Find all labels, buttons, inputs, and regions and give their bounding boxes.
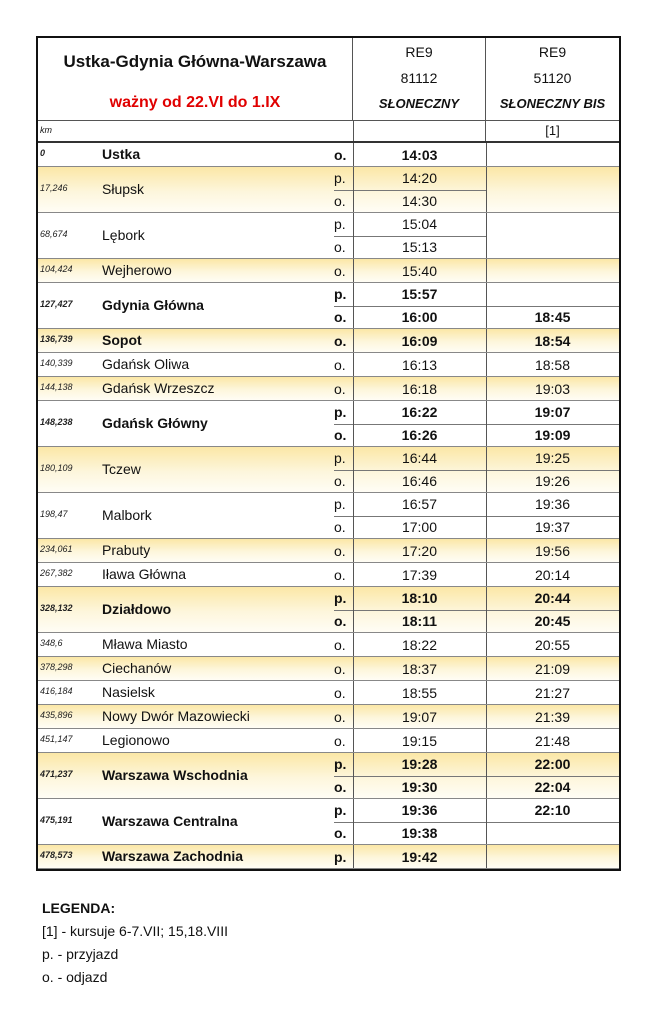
station-km: 198,47 [40, 508, 68, 519]
station-km: 127,427 [40, 298, 73, 309]
station-km: 451,147 [40, 733, 73, 744]
train-1-time: 19:42 [401, 848, 438, 865]
time-row [38, 213, 619, 235]
station-name: Ciechanów [102, 659, 172, 676]
station-row [38, 283, 619, 329]
legend-item: o. - odjazd [42, 969, 108, 985]
station-name: Lębork [102, 226, 145, 243]
station-km: 148,238 [40, 416, 73, 427]
train-2-time: 22:04 [534, 778, 571, 795]
arrival-departure-marker: o. [334, 732, 346, 749]
arrival-departure-marker: o. [334, 192, 346, 209]
train-1-time: 18:11 [401, 612, 438, 629]
time-row [38, 330, 619, 352]
train-1-time: 18:37 [401, 660, 438, 677]
train-1-time: 15:57 [401, 286, 438, 303]
train-2-time: 19:09 [534, 426, 571, 443]
arrival-departure-marker: o. [334, 426, 347, 443]
time-row [38, 776, 619, 798]
train-2-time: 20:45 [534, 612, 571, 629]
train-2-time: 20:55 [534, 636, 571, 653]
arrival-departure-marker: o. [334, 380, 346, 397]
station-km: 136,739 [40, 333, 73, 344]
station-row [38, 681, 619, 705]
train-1-time: 16:44 [401, 450, 438, 467]
column-divider [353, 377, 354, 400]
station-name: Ustka [102, 145, 141, 162]
validity-period: ważny od 22.VI do 1.IX [109, 94, 281, 111]
column-divider [486, 259, 487, 282]
station-name: Nowy Dwór Mazowiecki [102, 707, 250, 724]
train-1-time: 18:22 [401, 636, 438, 653]
column-divider [353, 753, 354, 798]
station-name: Działdowo [102, 600, 172, 617]
train-2-time: 19:36 [534, 496, 571, 513]
arrival-departure-marker: o. [334, 332, 347, 349]
station-row [38, 729, 619, 753]
train-1-time: 16:09 [401, 332, 438, 349]
train-category: RE9 [538, 44, 567, 60]
column-divider [486, 493, 487, 538]
train-2-time: 19:25 [534, 450, 571, 467]
train-2-time: 21:48 [534, 732, 571, 749]
station-km: 68,674 [40, 228, 68, 239]
train-1-time: 15:13 [401, 238, 438, 255]
station-km: 104,424 [40, 263, 73, 274]
station-km: 144,138 [40, 381, 73, 392]
arrival-departure-marker: o. [334, 238, 346, 255]
station-name: Tczew [102, 460, 141, 477]
train-header-2 [486, 38, 619, 120]
station-row [38, 377, 619, 401]
arrival-departure-marker: p. [334, 170, 346, 187]
column-divider [353, 213, 354, 258]
train-2-time: 20:44 [534, 590, 571, 607]
train-1-time: 19:28 [401, 756, 438, 773]
timetable-body [38, 143, 619, 869]
column-divider [353, 353, 354, 376]
train-2-time: 19:07 [534, 404, 571, 421]
train-1-time: 17:20 [401, 542, 438, 559]
column-divider [353, 729, 354, 752]
train-1-time: 14:20 [401, 170, 438, 187]
station-row [38, 167, 619, 213]
station-row [38, 657, 619, 681]
train-2-time: 19:56 [534, 542, 571, 559]
station-row [38, 493, 619, 539]
station-km: 267,382 [40, 567, 73, 578]
column-divider [353, 401, 354, 446]
train-1-time: 16:57 [401, 496, 438, 513]
train-1-time: 15:04 [401, 216, 438, 233]
station-row [38, 753, 619, 799]
train-number: 51120 [533, 70, 572, 86]
time-row [38, 564, 619, 586]
train-header-1 [353, 38, 486, 120]
train-1-time: 16:18 [401, 380, 438, 397]
time-row [38, 470, 619, 492]
station-km: 0 [40, 147, 46, 158]
arrival-departure-marker: o. [334, 708, 346, 725]
train-1-time: 19:38 [401, 824, 438, 841]
train-1-time: 16:22 [401, 404, 438, 421]
train-1-time: 16:13 [401, 356, 438, 373]
time-row [38, 822, 619, 844]
column-divider [486, 753, 487, 798]
train-2-time: 18:45 [534, 308, 571, 325]
station-row [38, 845, 619, 869]
station-name: Prabuty [102, 541, 151, 558]
train-1-time: 15:40 [401, 262, 438, 279]
time-row [38, 283, 619, 305]
column-divider [486, 657, 487, 680]
time-row [38, 799, 619, 821]
train-1-time: 18:10 [401, 590, 438, 607]
column-divider [486, 401, 487, 446]
time-row [38, 236, 619, 258]
station-name: Gdynia Główna [102, 296, 204, 313]
train-2-time: 21:39 [534, 708, 571, 725]
legend-title: LEGENDA: [42, 900, 116, 916]
time-row [38, 167, 619, 189]
column-divider [486, 329, 487, 352]
column-divider [353, 845, 354, 868]
train-number: 81112 [400, 70, 438, 86]
arrival-departure-marker: p. [334, 496, 346, 513]
train-1-time: 19:07 [401, 708, 438, 725]
time-row [38, 540, 619, 562]
time-row [38, 493, 619, 515]
train-1-time: 19:36 [401, 802, 438, 819]
train-2-time: 21:09 [534, 660, 571, 677]
time-row [38, 401, 619, 423]
train-2-time: 18:54 [534, 332, 571, 349]
legend-item: [1] - kursuje 6-7.VII; 15,18.VIII [42, 923, 228, 939]
arrival-departure-marker: o. [334, 356, 346, 373]
legend [42, 897, 228, 989]
train-name: SŁONECZNY BIS [499, 96, 606, 111]
column-divider [353, 799, 354, 844]
column-divider [353, 259, 354, 282]
timetable-header [38, 38, 619, 121]
train-2-time: 19:03 [534, 380, 571, 397]
column-divider [486, 167, 487, 212]
train-2-time: 19:37 [534, 518, 571, 535]
station-km: 435,896 [40, 709, 73, 720]
station-name: Malbork [102, 506, 152, 523]
arrival-departure-marker: o. [334, 824, 347, 841]
station-km: 378,298 [40, 661, 73, 672]
column-divider [486, 377, 487, 400]
arrival-departure-marker: o. [334, 308, 347, 325]
station-km: 348,6 [40, 637, 63, 648]
time-row [38, 587, 619, 609]
time-row [38, 610, 619, 632]
column-divider [353, 283, 354, 328]
train-2-time: 20:14 [534, 566, 571, 583]
route-header [38, 38, 353, 120]
column-divider [353, 329, 354, 352]
column-divider [353, 657, 354, 680]
column-divider [486, 283, 487, 328]
arrival-departure-marker: p. [334, 286, 347, 303]
column-divider [486, 705, 487, 728]
station-name: Warszawa Zachodnia [102, 847, 244, 864]
station-row [38, 587, 619, 633]
sub-header [38, 121, 619, 143]
time-row [38, 753, 619, 775]
train-1-time: 14:03 [401, 146, 438, 163]
station-row [38, 401, 619, 447]
time-row [38, 682, 619, 704]
train-2-time: 18:58 [534, 356, 571, 373]
column-divider [353, 681, 354, 704]
station-km: 180,109 [40, 462, 73, 473]
train-2-time: 22:10 [534, 802, 571, 819]
train-2-time: 21:27 [534, 684, 571, 701]
column-divider [353, 633, 354, 656]
arrival-departure-marker: p. [334, 756, 347, 773]
station-name: Słupsk [102, 180, 145, 197]
arrival-departure-marker: o. [334, 612, 347, 629]
station-name: Sopot [102, 331, 142, 348]
column-divider [486, 353, 487, 376]
column-divider [486, 447, 487, 492]
arrival-departure-marker: p. [334, 802, 347, 819]
time-row [38, 260, 619, 282]
column-divider [353, 587, 354, 632]
time-row [38, 658, 619, 680]
column-divider [486, 681, 487, 704]
arrival-departure-marker: o. [334, 262, 346, 279]
arrival-departure-marker: o. [334, 472, 346, 489]
train-1-time: 14:30 [401, 192, 438, 209]
column-divider [486, 539, 487, 562]
route-title: Ustka-Gdynia Główna-Warszawa [63, 52, 327, 71]
column-divider [353, 167, 354, 212]
column-divider [353, 447, 354, 492]
arrival-departure-marker: o. [334, 778, 347, 795]
arrival-departure-marker: o. [334, 636, 346, 653]
legend-item: p. - przyjazd [42, 946, 119, 962]
train-name: SŁONECZNY [378, 96, 460, 111]
station-row [38, 447, 619, 493]
station-row [38, 799, 619, 845]
time-row [38, 378, 619, 400]
station-name: Wejherowo [102, 261, 172, 278]
train-category: RE9 [405, 44, 433, 60]
time-row [38, 190, 619, 212]
station-km: 234,061 [40, 543, 73, 554]
train-1-time: 16:00 [401, 308, 438, 325]
arrival-departure-marker: o. [334, 518, 346, 535]
column-divider [486, 845, 487, 868]
station-km: 478,573 [40, 849, 73, 860]
train-1-time: 19:15 [401, 732, 438, 749]
column-divider [353, 705, 354, 728]
station-row [38, 539, 619, 563]
time-row [38, 354, 619, 376]
train-2-time: 19:26 [534, 472, 571, 489]
station-name: Warszawa Centralna [102, 812, 238, 829]
station-km: 140,339 [40, 357, 73, 368]
time-row [38, 306, 619, 328]
train-2-note: [1] [545, 123, 560, 138]
train-1-time: 16:46 [401, 472, 438, 489]
timetable [36, 36, 621, 871]
arrival-departure-marker: o. [334, 542, 346, 559]
column-divider [353, 563, 354, 586]
station-km: 475,191 [40, 814, 73, 825]
train-1-time: 17:39 [401, 566, 438, 583]
station-name: Gdańsk Oliwa [102, 355, 190, 372]
time-row [38, 634, 619, 656]
station-name: Gdańsk Główny [102, 414, 208, 431]
station-row [38, 259, 619, 283]
arrival-departure-marker: o. [334, 660, 346, 677]
arrival-departure-marker: o. [334, 566, 346, 583]
arrival-departure-marker: o. [334, 684, 346, 701]
arrival-departure-marker: p. [334, 590, 347, 607]
column-divider [353, 493, 354, 538]
column-divider [486, 633, 487, 656]
station-km: 416,184 [40, 685, 73, 696]
station-name: Nasielsk [102, 683, 155, 700]
time-row [38, 516, 619, 538]
station-name: Warszawa Wschodnia [102, 766, 248, 783]
station-name: Iława Główna [102, 565, 187, 582]
station-name: Legionowo [102, 731, 170, 748]
station-row [38, 633, 619, 657]
station-km: 471,237 [40, 768, 73, 779]
column-divider [486, 143, 487, 166]
time-row [38, 846, 619, 868]
station-km: 328,132 [40, 602, 73, 613]
station-name: Mława Miasto [102, 635, 188, 652]
train-1-time: 19:30 [401, 778, 438, 795]
arrival-departure-marker: p. [334, 848, 347, 865]
column-divider [486, 587, 487, 632]
station-row [38, 143, 619, 167]
train-2-time: 22:00 [534, 756, 571, 773]
train-1-note [353, 121, 486, 141]
column-divider [486, 563, 487, 586]
column-divider [486, 729, 487, 752]
time-row [38, 424, 619, 446]
time-row [38, 706, 619, 728]
column-divider [486, 799, 487, 844]
column-divider [486, 213, 487, 258]
train-1-time: 16:26 [401, 426, 438, 443]
time-row [38, 447, 619, 469]
train-1-time: 17:00 [401, 518, 438, 535]
station-name: Gdańsk Wrzeszcz [102, 379, 215, 396]
arrival-departure-marker: p. [334, 404, 347, 421]
arrival-departure-marker: p. [334, 450, 346, 467]
station-row [38, 563, 619, 587]
station-row [38, 213, 619, 259]
column-divider [353, 539, 354, 562]
station-row [38, 353, 619, 377]
station-row [38, 705, 619, 729]
station-km: 17,246 [40, 182, 68, 193]
time-row [38, 730, 619, 752]
arrival-departure-marker: p. [334, 216, 346, 233]
arrival-departure-marker: o. [334, 146, 347, 163]
time-row [38, 144, 619, 166]
km-label: km [40, 125, 52, 135]
station-row [38, 329, 619, 353]
column-divider [353, 143, 354, 166]
train-1-time: 18:55 [401, 684, 438, 701]
